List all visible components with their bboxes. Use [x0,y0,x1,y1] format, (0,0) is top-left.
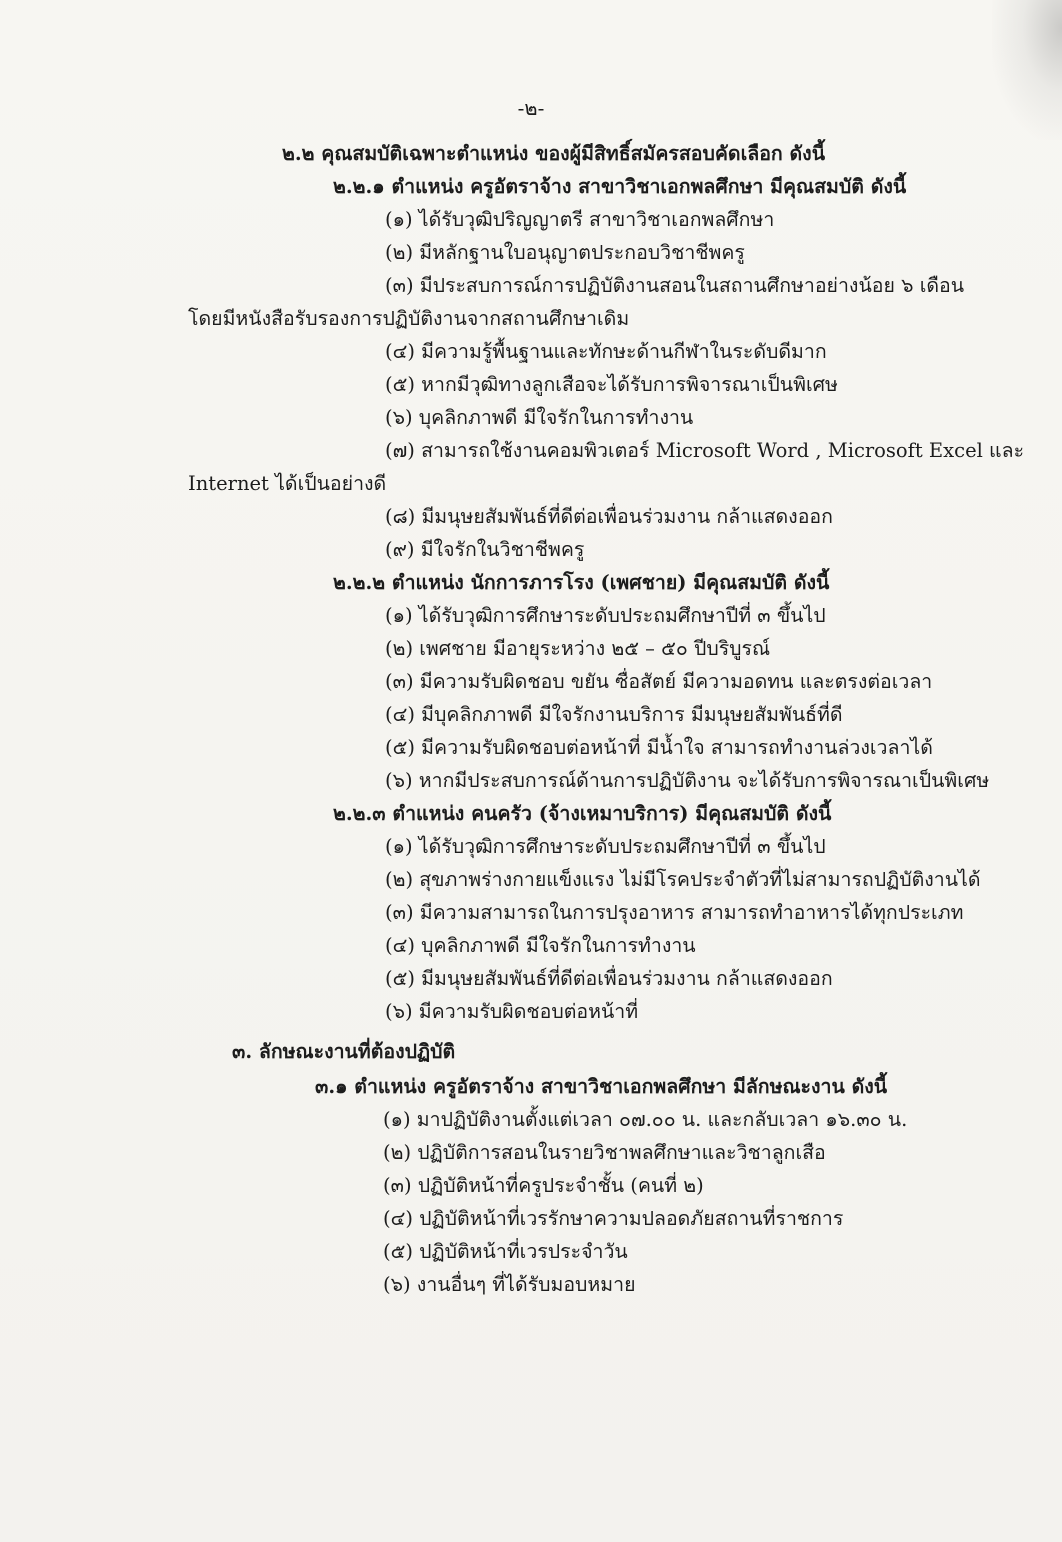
list-item: (๖) มีความรับผิดชอบต่อหน้าที่ [385,1000,639,1023]
list-item: (๕) ปฏิบัติหน้าที่เวรประจำวัน [383,1240,628,1263]
list-item: (๙) มีใจรักในวิชาชีพครู [385,538,585,561]
list-item: (๒) มีหลักฐานใบอนุญาตประกอบวิชาชีพครู [385,241,745,264]
list-item: (๖) บุคลิกภาพดี มีใจรักในการทำงาน [385,406,694,429]
subsection-heading: ๓.๑ ตำแหน่ง ครูอัตราจ้าง สาขาวิชาเอกพลศึกษา มีลักษณะงาน ดังนี้ [315,1075,888,1098]
list-item: (๑) ได้รับวุฒิปริญญาตรี สาขาวิชาเอกพลศึกษา [385,208,775,231]
section-heading: ๒.๒ คุณสมบัติเฉพาะตำแหน่ง ของผู้มีสิทธิ์สมัครสอบคัดเลือก ดังนี้ [282,142,826,165]
section-heading: ๓. ลักษณะงานที่ต้องปฏิบัติ [232,1040,456,1063]
list-item: (๔) ปฏิบัติหน้าที่เวรรักษาความปลอดภัยสถานที่ราชการ [383,1207,844,1230]
list-item: (๓) ปฏิบัติหน้าที่ครูประจำชั้น (คนที่ ๒) [383,1174,704,1197]
list-item: (๔) มีความรู้พื้นฐานและทักษะด้านกีฬาในระดับดีมาก [385,340,827,363]
list-item: (๓) มีประสบการณ์การปฏิบัติงานสอนในสถานศึกษาอย่างน้อย ๖ เดือน [385,274,965,297]
list-item: (๑) มาปฏิบัติงานตั้งแต่เวลา ๐๗.๐๐ น. และกลับเวลา ๑๖.๓๐ น. [383,1108,908,1131]
list-item: (๑) ได้รับวุฒิการศึกษาระดับประถมศึกษาปีที่ ๓ ขึ้นไป [385,604,826,627]
list-item: (๑) ได้รับวุฒิการศึกษาระดับประถมศึกษาปีที่ ๓ ขึ้นไป [385,835,826,858]
list-item-continuation: Internet ได้เป็นอย่างดี [188,472,387,495]
list-item-continuation: โดยมีหนังสือรับรองการปฏิบัติงานจากสถานศึกษาเดิม [188,307,630,330]
list-item: (๔) มีบุคลิกภาพดี มีใจรักงานบริการ มีมนุษยสัมพันธ์ที่ดี [385,703,843,726]
list-item: (๕) มีมนุษยสัมพันธ์ที่ดีต่อเพื่อนร่วมงาน กล้าแสดงออก [385,967,833,990]
subsection-heading: ๒.๒.๒ ตำแหน่ง นักการภารโรง (เพศชาย) มีคุณสมบัติ ดังนี้ [333,571,830,594]
subsection-heading: ๒.๒.๓ ตำแหน่ง คนครัว (จ้างเหมาบริการ) มีคุณสมบัติ ดังนี้ [333,802,832,825]
list-item: (๘) มีมนุษยสัมพันธ์ที่ดีต่อเพื่อนร่วมงาน กล้าแสดงออก [385,505,833,528]
list-item: (๕) หากมีวุฒิทางลูกเสือจะได้รับการพิจารณาเป็นพิเศษ [385,373,838,396]
list-item: (๓) มีความสามารถในการปรุงอาหาร สามารถทำอาหารได้ทุกประเภท [385,901,964,924]
list-item: (๗) สามารถใช้งานคอมพิวเตอร์ Microsoft Word , Microsoft Excel และ [385,439,1025,462]
list-item: (๔) บุคลิกภาพดี มีใจรักในการทำงาน [385,934,696,957]
list-item: (๖) งานอื่นๆ ที่ได้รับมอบหมาย [383,1273,636,1296]
list-item: (๒) เพศชาย มีอายุระหว่าง ๒๕ – ๕๐ ปีบริบูรณ์ [385,637,771,660]
subsection-heading: ๒.๒.๑ ตำแหน่ง ครูอัตราจ้าง สาขาวิชาเอกพลศึกษา มีคุณสมบัติ ดังนี้ [333,175,907,198]
list-item: (๖) หากมีประสบการณ์ด้านการปฏิบัติงาน จะได้รับการพิจารณาเป็นพิเศษ [385,769,990,792]
list-item: (๒) ปฏิบัติการสอนในรายวิชาพลศึกษาและวิชาลูกเสือ [383,1141,826,1164]
page-number: -๒- [517,96,545,120]
list-item: (๓) มีความรับผิดชอบ ขยัน ซื่อสัตย์ มีความอดทน และตรงต่อเวลา [385,670,933,693]
list-item: (๕) มีความรับผิดชอบต่อหน้าที่ มีน้ำใจ สามารถทำงานล่วงเวลาได้ [385,736,933,759]
list-item: (๒) สุขภาพร่างกายแข็งแรง ไม่มีโรคประจำตัวที่ไม่สามารถปฏิบัติงานได้ [385,868,981,891]
